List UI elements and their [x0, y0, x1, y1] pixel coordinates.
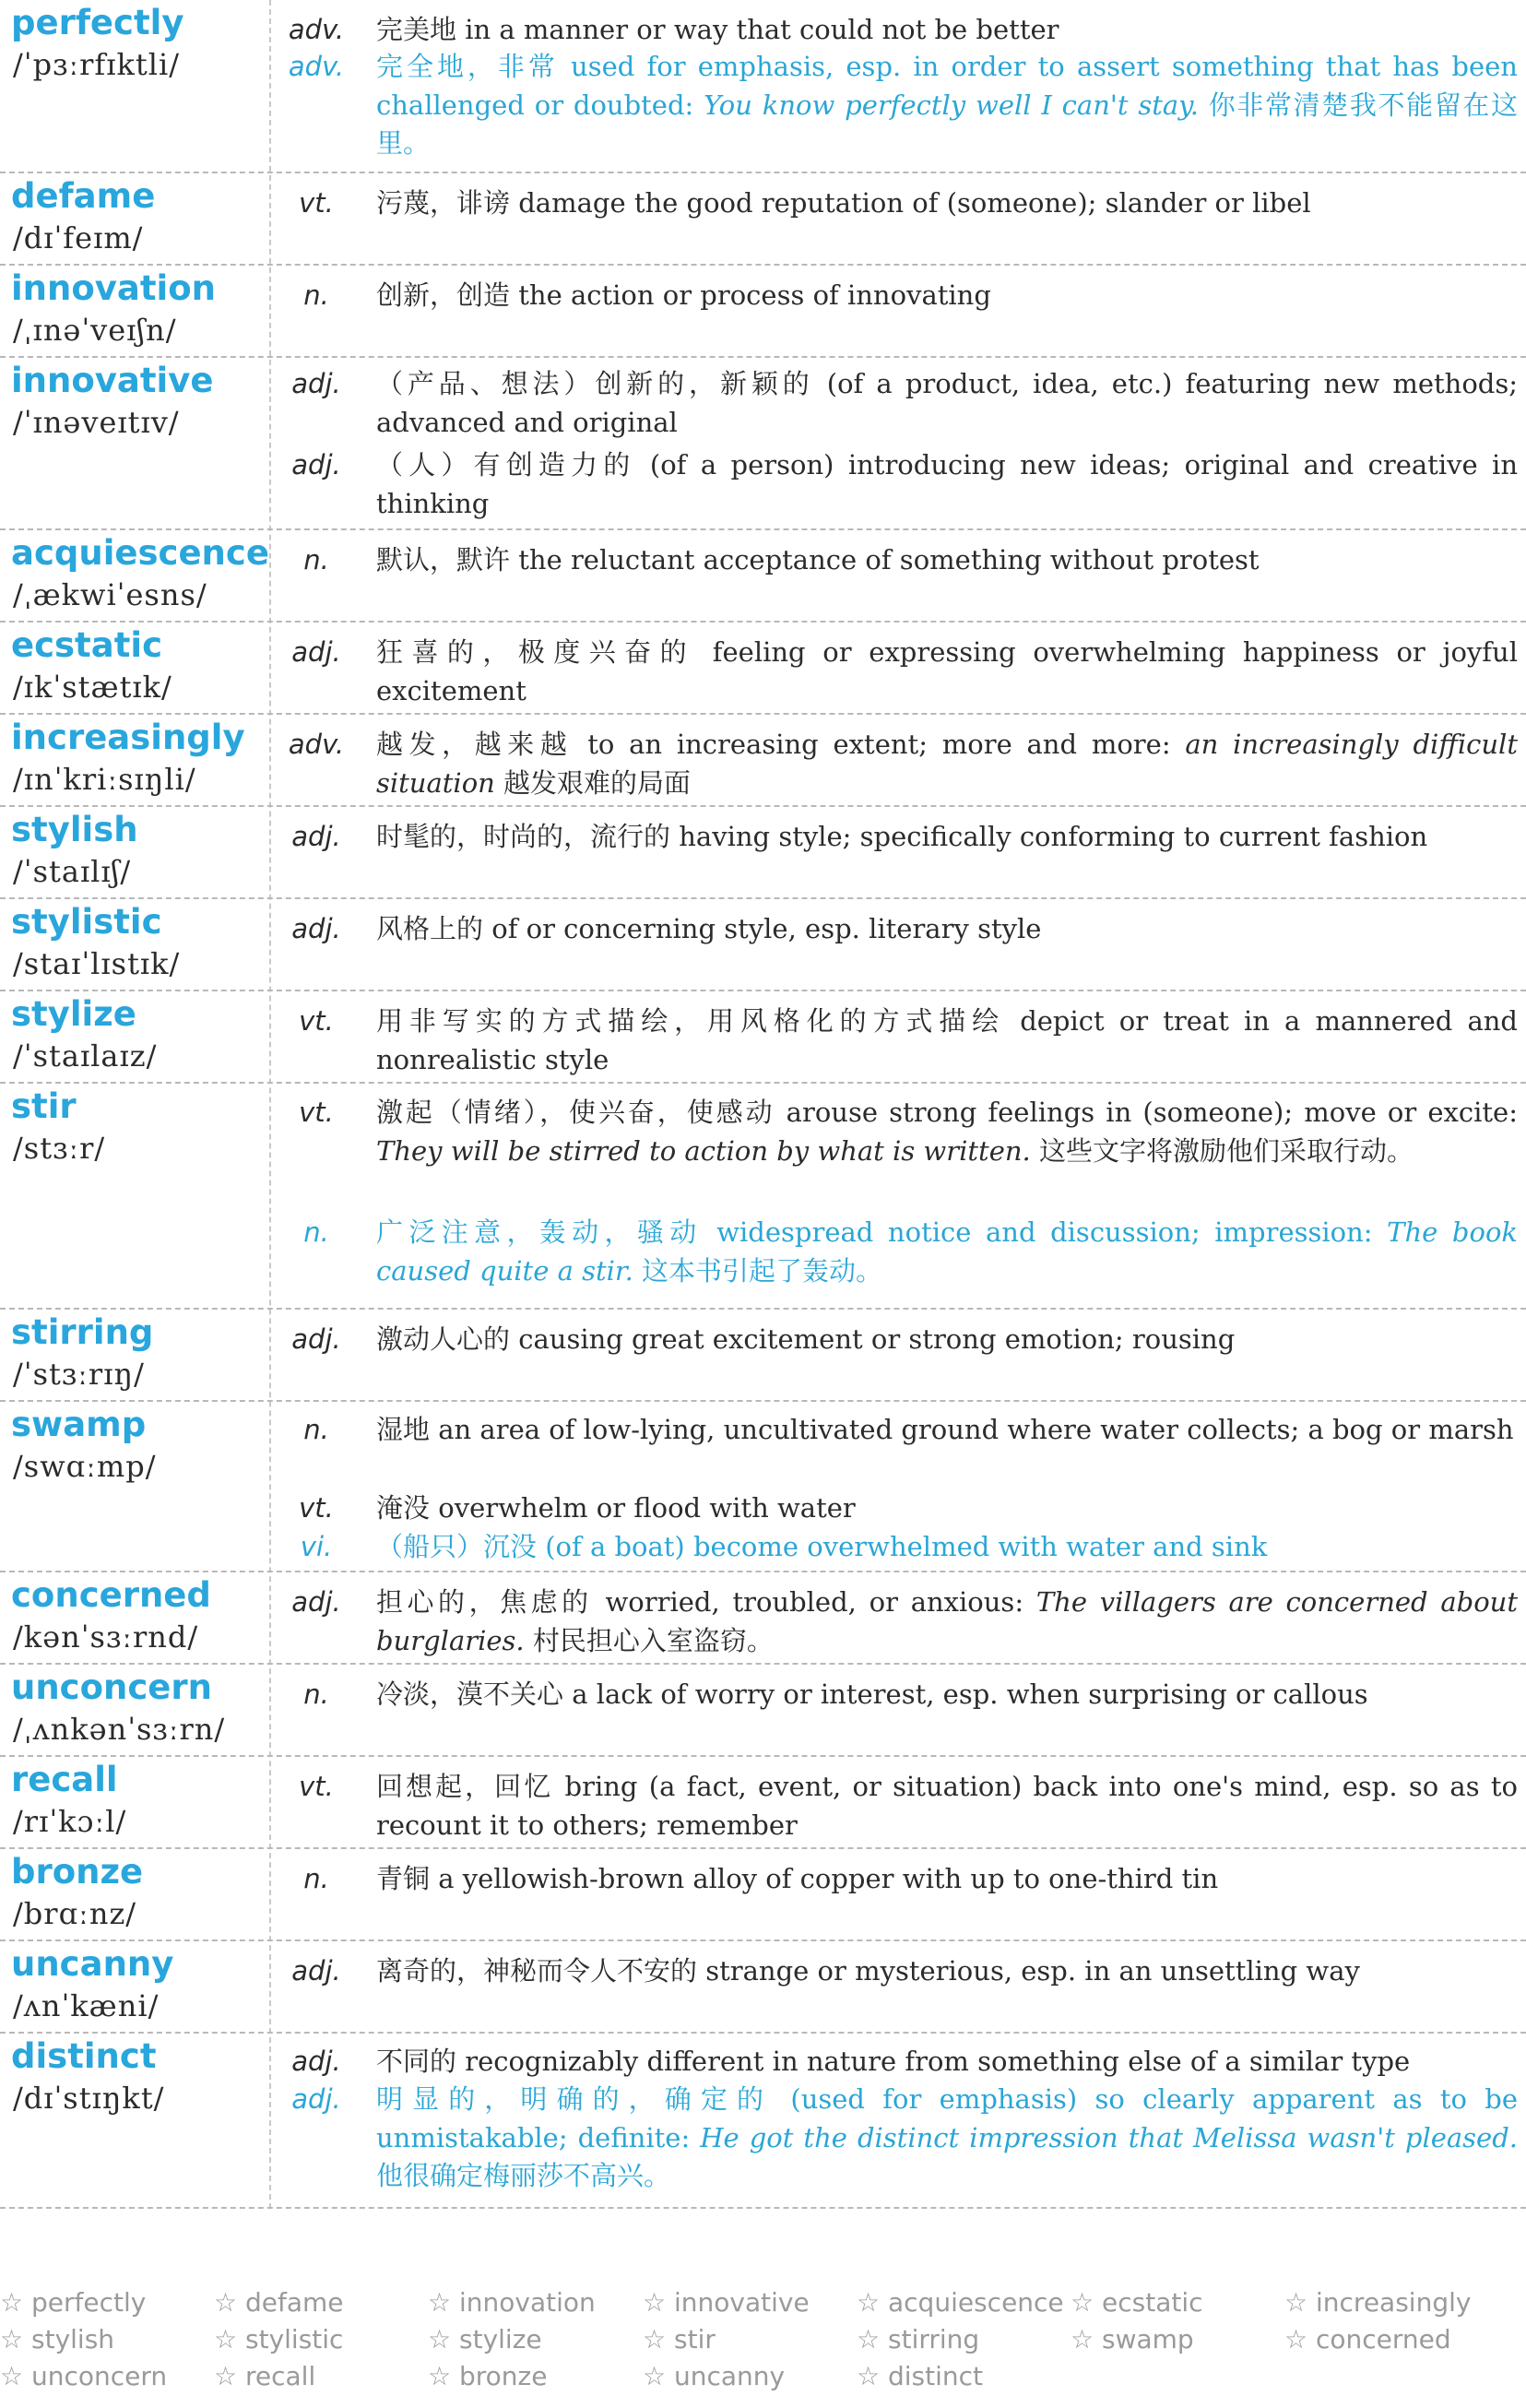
chinese-gloss: （船只）沉没: [376, 1531, 538, 1562]
entry-recall: [0, 1757, 1526, 1849]
definition: [376, 1676, 1518, 1714]
chinese-gloss: 狂喜的，极度兴奋的: [376, 636, 696, 668]
pronunciation: /dɪˈfeɪm/: [13, 220, 144, 255]
pronunciation: /ˈɪnəveɪtɪv/: [13, 405, 180, 440]
review-word: ☆ concerned: [1284, 2324, 1451, 2355]
definition: [376, 1411, 1518, 1450]
example-sentence: They will be stirred to action by what is written.: [376, 1134, 1031, 1167]
entry-distinct: [0, 2034, 1526, 2209]
pronunciation: /staɪˈlɪstɪk/: [13, 946, 181, 981]
english-definition: depict or treat in a mannered and nonrealistic style: [376, 1005, 1518, 1075]
part-of-speech: adj.: [291, 1586, 341, 1618]
review-word: ☆ bronze: [428, 2361, 548, 2391]
chinese-gloss: 湿地: [376, 1414, 431, 1445]
entry-stylistic: [0, 899, 1526, 991]
part-of-speech: n.: [303, 1414, 329, 1445]
english-definition: arouse strong feelings in (someone); move or excite:: [775, 1097, 1518, 1128]
review-word: ☆ uncanny: [643, 2361, 786, 2391]
part-of-speech: adj.: [291, 1955, 341, 1987]
definition: [376, 2043, 1518, 2082]
chinese-gloss: 用非写实的方式描绘，用风格化的方式描绘: [376, 1005, 1006, 1037]
review-word: ☆ recall: [214, 2361, 316, 2391]
pronunciation: /stɜːr/: [13, 1131, 106, 1166]
pronunciation: /ˈpɜːrfɪktli/: [13, 47, 180, 82]
headword: stir: [11, 1086, 77, 1126]
example-sentence: He got the distinct impression that Melissa wasn't pleased.: [700, 2121, 1518, 2153]
entry-acquiescence: [0, 530, 1526, 623]
pronunciation: /ɪkˈstætɪk/: [13, 670, 172, 705]
example-sentence: The book caused quite a stir.: [376, 1216, 1518, 1287]
definition: [376, 277, 1518, 315]
headword: bronze: [11, 1852, 144, 1892]
review-word: ☆ innovation: [428, 2287, 596, 2318]
english-definition: an area of low-lying, uncultivated ground where water collects; a bog or marsh: [430, 1414, 1514, 1445]
headword: recall: [11, 1760, 118, 1799]
entry-innovative: [0, 358, 1526, 530]
english-definition: damage the good reputation of (someone); slander or libel: [510, 187, 1311, 219]
chinese-gloss: 默认，默许: [376, 544, 511, 575]
part-of-speech: vt.: [299, 1097, 334, 1128]
headword: innovative: [11, 361, 214, 400]
english-definition: to an increasing extent; more and more:: [573, 729, 1186, 760]
headword: swamp: [11, 1405, 147, 1444]
pronunciation: /ɪnˈkriːsɪŋli/: [13, 762, 196, 797]
definition: [376, 48, 1518, 163]
definition: [376, 1002, 1518, 1079]
entry-perfectly: [0, 0, 1526, 173]
chinese-gloss: 不同的: [376, 2046, 457, 2077]
entry-stylize: [0, 991, 1526, 1084]
headword: unconcern: [11, 1667, 212, 1707]
definition: [376, 1768, 1518, 1845]
entry-unconcern: [0, 1665, 1526, 1757]
definition: [376, 1321, 1518, 1359]
headword: increasingly: [11, 718, 245, 757]
part-of-speech: vt.: [299, 1492, 334, 1524]
review-word: ☆ ecstatic: [1071, 2287, 1203, 2318]
definition: [376, 1584, 1518, 1660]
review-word: ☆ stylish: [0, 2324, 115, 2355]
english-definition: (of a product, idea, etc.) featuring new methods; advanced and original: [376, 368, 1518, 438]
chinese-gloss: 离奇的，神秘而令人不安的: [376, 1955, 698, 1987]
english-definition: bring (a fact, event, or situation) back into one's mind, esp. so as to recount it to others; remember: [376, 1771, 1518, 1841]
definition: [376, 365, 1518, 442]
definition: [376, 1214, 1518, 1290]
chinese-gloss: 激动人心的: [376, 1323, 511, 1355]
chinese-gloss: 完美地: [376, 14, 457, 45]
headword: uncanny: [11, 1944, 174, 1984]
review-list: [0, 2283, 1526, 2408]
english-definition: overwhelm or flood with water: [430, 1492, 856, 1524]
pronunciation: /dɪˈstɪŋkt/: [13, 2081, 165, 2116]
chinese-gloss: 广泛注意，轰动，骚动: [376, 1216, 703, 1248]
review-word: ☆ perfectly: [0, 2287, 147, 2318]
english-definition: feeling or expressing overwhelming happiness or joyful excitement: [376, 636, 1518, 706]
chinese-gloss: 污蔑，诽谤: [376, 187, 511, 219]
headword: stirring: [11, 1312, 154, 1352]
chinese-gloss: （产品、想法）创新的，新颖的: [376, 368, 814, 399]
example-sentence: You know perfectly well I can't stay.: [704, 89, 1199, 121]
example-translation: 越发艰难的局面: [494, 766, 692, 799]
english-definition: a lack of worry or interest, esp. when surprising or callous: [563, 1678, 1368, 1710]
example-translation: 这本书引起了轰动。: [633, 1254, 883, 1287]
part-of-speech: adv.: [288, 14, 345, 45]
entry-defame: [0, 173, 1526, 266]
pronunciation: /ˈstaɪlaɪz/: [13, 1038, 158, 1074]
review-word: ☆ increasingly: [1284, 2287, 1472, 2318]
review-word: ☆ swamp: [1071, 2324, 1194, 2355]
part-of-speech: n.: [303, 544, 329, 575]
example-translation: 这些文字将激励他们采取行动。: [1030, 1134, 1414, 1167]
part-of-speech: adv.: [288, 51, 345, 82]
definition: [376, 2081, 1518, 2196]
entry-concerned: [0, 1572, 1526, 1665]
chinese-gloss: 明显的，明确的，确定的: [376, 2083, 774, 2115]
review-word: ☆ defame: [214, 2287, 344, 2318]
chinese-gloss: 冷淡，漠不关心: [376, 1678, 564, 1710]
review-word: ☆ stirring: [857, 2324, 980, 2355]
pronunciation: /brɑːnz/: [13, 1896, 137, 1931]
headword: stylish: [11, 810, 138, 849]
headword: concerned: [11, 1575, 211, 1615]
pronunciation: /ʌnˈkæni/: [13, 1988, 160, 2023]
part-of-speech: adj.: [291, 449, 341, 480]
pronunciation: /ˌʌnkənˈsɜːrn/: [13, 1712, 226, 1747]
chinese-gloss: （人）有创造力的: [376, 449, 636, 480]
review-word: ☆ unconcern: [0, 2361, 168, 2391]
part-of-speech: vt.: [299, 1005, 334, 1037]
english-definition: of or concerning style, esp. literary style: [483, 913, 1042, 944]
pronunciation: /ˈstaɪlɪʃ/: [13, 854, 132, 889]
pronunciation: /ˌækwiˈesns/: [13, 577, 207, 612]
headword: stylistic: [11, 902, 162, 942]
english-definition: used for emphasis, esp. in order to assert something that has been challenged or doubted:: [376, 51, 1518, 121]
chinese-gloss: 风格上的: [376, 913, 484, 944]
chinese-gloss: 淹没: [376, 1492, 431, 1524]
chinese-gloss: 越发，越来越: [376, 729, 574, 760]
definition: [376, 1860, 1518, 1899]
part-of-speech: n.: [303, 1863, 329, 1894]
english-definition: the reluctant acceptance of something without protest: [510, 544, 1260, 575]
example-translation: 你非常清楚我不能留在这里。: [376, 89, 1519, 159]
part-of-speech: n.: [303, 1216, 329, 1248]
review-word: ☆ stylistic: [214, 2324, 344, 2355]
english-definition: the action or process of innovating: [510, 279, 991, 311]
headword: defame: [11, 176, 156, 216]
review-word: ☆ stylize: [428, 2324, 542, 2355]
review-word: ☆ acquiescence: [857, 2287, 1064, 2318]
chinese-gloss: 回想起，回忆: [376, 1771, 554, 1802]
pronunciation: /swɑːmp/: [13, 1449, 157, 1484]
example-translation: 他很确定梅丽莎不高兴。: [376, 2160, 671, 2191]
pronunciation: /kənˈsɜːrnd/: [13, 1619, 199, 1655]
part-of-speech: n.: [303, 1678, 329, 1710]
headword: distinct: [11, 2036, 157, 2076]
entry-stirring: [0, 1310, 1526, 1402]
headword: innovation: [11, 268, 216, 308]
english-definition: widespread notice and discussion; impression:: [702, 1216, 1388, 1248]
part-of-speech: vi.: [300, 1531, 333, 1562]
entry-bronze: [0, 1849, 1526, 1941]
pronunciation: /ˈstɜːrɪŋ/: [13, 1357, 145, 1392]
example-translation: 村民担心入室盗窃。: [524, 1624, 774, 1656]
entry-ecstatic: [0, 623, 1526, 715]
part-of-speech: vt.: [299, 187, 334, 219]
definition: [376, 1094, 1518, 1170]
chinese-gloss: 激起（情绪），使兴奋，使感动: [376, 1097, 775, 1128]
chinese-gloss: 完全地，非常: [376, 51, 559, 82]
part-of-speech: adj.: [291, 913, 341, 944]
chinese-gloss: 时髦的，时尚的，流行的: [376, 821, 671, 852]
pronunciation: /ˌɪnəˈveɪʃn/: [13, 313, 177, 348]
part-of-speech: vt.: [299, 1771, 334, 1802]
entry-increasingly: [0, 715, 1526, 807]
entry-stir: [0, 1084, 1526, 1310]
headword: stylize: [11, 994, 136, 1034]
example-sentence: The villagers are concerned about burglaries.: [376, 1586, 1518, 1656]
part-of-speech: adj.: [291, 1323, 341, 1355]
review-word: ☆ innovative: [643, 2287, 810, 2318]
entry-stylish: [0, 807, 1526, 899]
chinese-gloss: 担心的，焦虑的: [376, 1586, 593, 1618]
part-of-speech: adj.: [291, 821, 341, 852]
definition: [376, 11, 1518, 50]
definition: [376, 1489, 1518, 1528]
entry-uncanny: [0, 1941, 1526, 2034]
entry-innovation: [0, 266, 1526, 358]
definition: [376, 1528, 1518, 1567]
english-definition: having style; specifically conforming to current fashion: [670, 821, 1428, 852]
definition: [376, 541, 1518, 580]
english-definition: (of a person) introducing new ideas; original and creative in thinking: [376, 449, 1518, 519]
part-of-speech: adv.: [288, 729, 345, 760]
chinese-gloss: 创新，创造: [376, 279, 511, 311]
english-definition: causing great excitement or strong emotion; rousing: [510, 1323, 1236, 1355]
definition: [376, 818, 1518, 857]
part-of-speech: adj.: [291, 2083, 341, 2115]
definition: [376, 446, 1518, 523]
part-of-speech: adj.: [291, 368, 341, 399]
headword: ecstatic: [11, 625, 163, 665]
entry-swamp: [0, 1402, 1526, 1572]
english-definition: (of a boat) become overwhelmed with water and sink: [537, 1531, 1268, 1562]
example-sentence: an increasingly difficult situation: [376, 729, 1518, 799]
definition: [376, 1952, 1518, 1991]
review-word: ☆ distinct: [857, 2361, 984, 2391]
definition: [376, 634, 1518, 710]
part-of-speech: n.: [303, 279, 329, 311]
english-definition: (used for emphasis) so clearly apparent as to be unmistakable; definite:: [376, 2083, 1518, 2153]
english-definition: a yellowish-brown alloy of copper with up to one-third tin: [430, 1863, 1219, 1894]
part-of-speech: adj.: [291, 636, 341, 668]
english-definition: in a manner or way that could not be better: [456, 14, 1059, 45]
pronunciation: /rɪˈkɔːl/: [13, 1804, 127, 1839]
definition: [376, 910, 1518, 949]
chinese-gloss: 青铜: [376, 1863, 431, 1894]
headword: acquiescence: [11, 533, 269, 573]
english-definition: recognizably different in nature from something else of a similar type: [456, 2046, 1411, 2077]
headword: perfectly: [11, 3, 184, 42]
definition: [376, 184, 1518, 223]
english-definition: worried, troubled, or anxious:: [592, 1586, 1036, 1618]
part-of-speech: adj.: [291, 2046, 341, 2077]
review-word: ☆ stir: [643, 2324, 716, 2355]
definition: [376, 726, 1518, 802]
english-definition: strange or mysterious, esp. in an unsettling way: [697, 1955, 1360, 1987]
